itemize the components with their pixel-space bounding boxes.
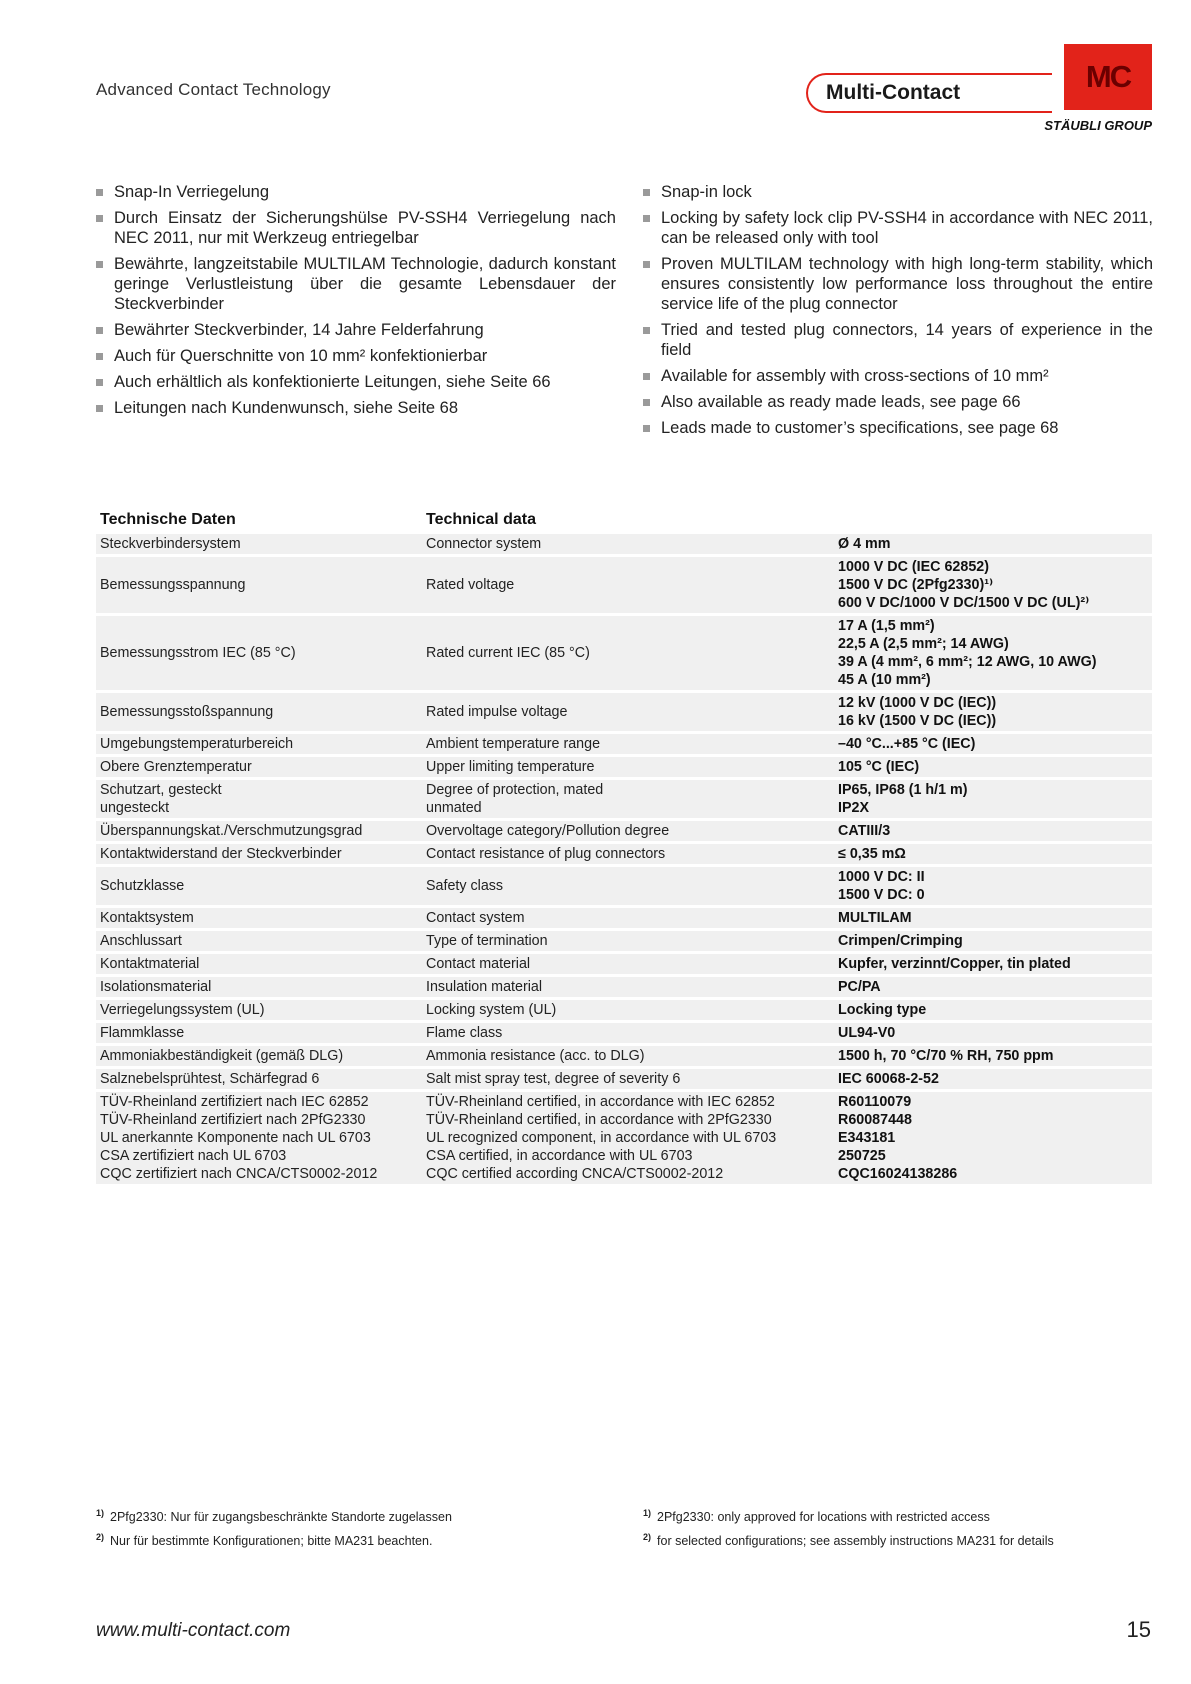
spec-label-en: TÜV-Rheinland certified, in accordance with IEC 62852 TÜV-Rheinland certified, in accordance with 2PfG2330 UL recognized component, in accordance with UL 6703 CSA certified, in accordance with UL 6703 CQC certified according CNCA/CTS0002-2012 bbox=[422, 1092, 834, 1184]
feature-item: Available for assembly with cross-sections of 10 mm² bbox=[643, 366, 1153, 386]
feature-item: Leads made to customer’s specifications, see page 68 bbox=[643, 418, 1153, 438]
table-row bbox=[96, 908, 1152, 928]
spec-label-de: Bemessungsspannung bbox=[96, 557, 422, 613]
spec-label-en: Degree of protection, mated unmated bbox=[422, 780, 834, 818]
feature-item: Tried and tested plug connectors, 14 years of experience in the field bbox=[643, 320, 1153, 360]
spec-label-en: Safety class bbox=[422, 867, 834, 905]
spec-label-de: Kontaktsystem bbox=[96, 908, 422, 928]
page-number: 15 bbox=[1126, 1617, 1151, 1642]
table-row bbox=[96, 1069, 1152, 1089]
spec-value: PC/PA bbox=[834, 977, 1152, 997]
footnote bbox=[643, 1527, 1054, 1551]
footnote bbox=[643, 1503, 1054, 1527]
footnote-text: 2Pfg2330: only approved for locations with restricted access bbox=[657, 1510, 990, 1525]
feature-item: Bewährter Steckverbinder, 14 Jahre Felderfahrung bbox=[96, 320, 616, 340]
table-row bbox=[96, 977, 1152, 997]
logo-wordmark: Multi-Contact bbox=[826, 81, 961, 104]
footnote-text: 2Pfg2330: Nur für zugangsbeschränkte Standorte zugelassen bbox=[110, 1510, 452, 1525]
spec-label-de: Ammoniakbeständigkeit (gemäß DLG) bbox=[96, 1046, 422, 1066]
spec-value: MULTILAM bbox=[834, 908, 1152, 928]
spec-label-en: Contact system bbox=[422, 908, 834, 928]
spec-label-de: TÜV-Rheinland zertifiziert nach IEC 62852 TÜV-Rheinland zertifiziert nach 2PfG2330 UL anerkannte Komponente nach UL 6703 CSA zertifiziert nach UL 6703 CQC zertifiziert nach CNCA/CTS0002-2012 bbox=[96, 1092, 422, 1184]
feature-item: Auch für Querschnitte von 10 mm² konfektionierbar bbox=[96, 346, 616, 366]
spec-value: IEC 60068-2-52 bbox=[834, 1069, 1152, 1089]
spec-value: Crimpen/Crimping bbox=[834, 931, 1152, 951]
header-value bbox=[834, 509, 1152, 531]
website-url: www.multi-contact.com bbox=[96, 1620, 291, 1641]
table-row bbox=[96, 734, 1152, 754]
table-row bbox=[96, 1046, 1152, 1066]
spec-label-de: Bemessungsstrom IEC (85 °C) bbox=[96, 616, 422, 690]
spec-label-de: Bemessungsstoßspannung bbox=[96, 693, 422, 731]
footnote-text: for selected configurations; see assembly instructions MA231 for details bbox=[657, 1534, 1054, 1549]
spec-label-de: Überspannungskat./Verschmutzungsgrad bbox=[96, 821, 422, 841]
technical-data-table bbox=[96, 506, 1152, 1187]
spec-value: 105 °C (IEC) bbox=[834, 757, 1152, 777]
table-row bbox=[96, 757, 1152, 777]
table-row bbox=[96, 867, 1152, 905]
footnote bbox=[96, 1527, 452, 1551]
spec-label-en: Ambient temperature range bbox=[422, 734, 834, 754]
spec-label-de: Verriegelungssystem (UL) bbox=[96, 1000, 422, 1020]
table-row bbox=[96, 931, 1152, 951]
spec-label-de: Obere Grenztemperatur bbox=[96, 757, 422, 777]
spec-label-en: Rated current IEC (85 °C) bbox=[422, 616, 834, 690]
table-row bbox=[96, 1023, 1152, 1043]
multi-contact-logo bbox=[806, 44, 1152, 134]
table-row bbox=[96, 1000, 1152, 1020]
spec-label-de: Schutzklasse bbox=[96, 867, 422, 905]
spec-label-de: Kontaktmaterial bbox=[96, 954, 422, 974]
header-de: Technische Daten bbox=[96, 509, 422, 531]
spec-value: ≤ 0,35 mΩ bbox=[834, 844, 1152, 864]
footnotes-de bbox=[96, 1503, 452, 1551]
spec-label-de: Salznebelsprühtest, Schärfegrad 6 bbox=[96, 1069, 422, 1089]
feature-item: Proven MULTILAM technology with high long-term stability, which ensures consistently low performance loss throughout the entire service life of the plug connector bbox=[643, 254, 1153, 314]
spec-label-en: Upper limiting temperature bbox=[422, 757, 834, 777]
spec-value: Kupfer, verzinnt/Copper, tin plated bbox=[834, 954, 1152, 974]
footnote-mark: 2) bbox=[96, 1532, 105, 1543]
table-row bbox=[96, 693, 1152, 731]
feature-item: Also available as ready made leads, see page 66 bbox=[643, 392, 1153, 412]
feature-item: Auch erhältlich als konfektionierte Leitungen, siehe Seite 66 bbox=[96, 372, 616, 392]
spec-value: R60110079 R60087448 E343181 250725 CQC16024138286 bbox=[834, 1092, 1152, 1184]
spec-label-en: Connector system bbox=[422, 534, 834, 554]
feature-item: Locking by safety lock clip PV-SSH4 in accordance with NEC 2011, can be released only with tool bbox=[643, 208, 1153, 248]
spec-value: 1000 V DC: II 1500 V DC: 0 bbox=[834, 867, 1152, 905]
feature-item: Snap-In Verriegelung bbox=[96, 182, 616, 202]
spec-label-de: Steckverbindersystem bbox=[96, 534, 422, 554]
table-row bbox=[96, 954, 1152, 974]
spec-label-en: Insulation material bbox=[422, 977, 834, 997]
table-header-row bbox=[96, 509, 1152, 531]
footnote-mark: 1) bbox=[96, 1508, 105, 1518]
feature-list-de bbox=[96, 182, 616, 424]
spec-label-en: Salt mist spray test, degree of severity 6 bbox=[422, 1069, 834, 1089]
table-row bbox=[96, 616, 1152, 690]
footnote bbox=[96, 1503, 452, 1527]
feature-list-en bbox=[643, 182, 1153, 444]
footnote-mark: 1) bbox=[643, 1508, 652, 1518]
spec-value: 12 kV (1000 V DC (IEC)) 16 kV (1500 V DC (IEC)) bbox=[834, 693, 1152, 731]
spec-value: –40 °C...+85 °C (IEC) bbox=[834, 734, 1152, 754]
spec-value: IP65, IP68 (1 h/1 m) IP2X bbox=[834, 780, 1152, 818]
spec-label-en: Type of termination bbox=[422, 931, 834, 951]
feature-item: Bewährte, langzeitstabile MULTILAM Technologie, dadurch konstant geringe Verlustleistung über die gesamte Lebensdauer der Steckverbinder bbox=[96, 254, 616, 314]
spec-label-en: Contact material bbox=[422, 954, 834, 974]
spec-label-en: Ammonia resistance (acc. to DLG) bbox=[422, 1046, 834, 1066]
spec-label-en: Locking system (UL) bbox=[422, 1000, 834, 1020]
spec-label-en: Flame class bbox=[422, 1023, 834, 1043]
table-row bbox=[96, 534, 1152, 554]
tagline: Advanced Contact Technology bbox=[96, 80, 331, 99]
spec-label-de: Umgebungstemperaturbereich bbox=[96, 734, 422, 754]
table-row bbox=[96, 844, 1152, 864]
logo-outline bbox=[806, 73, 1052, 113]
spec-value: Ø 4 mm bbox=[834, 534, 1152, 554]
spec-label-de: Isolationsmaterial bbox=[96, 977, 422, 997]
spec-value: Locking type bbox=[834, 1000, 1152, 1020]
spec-label-en: Rated impulse voltage bbox=[422, 693, 834, 731]
spec-label-de: Anschlussart bbox=[96, 931, 422, 951]
spec-value: 1500 h, 70 °C/70 % RH, 750 ppm bbox=[834, 1046, 1152, 1066]
table-row bbox=[96, 557, 1152, 613]
feature-item: Snap-in lock bbox=[643, 182, 1153, 202]
feature-item: Durch Einsatz der Sicherungshülse PV-SSH4 Verriegelung nach NEC 2011, nur mit Werkzeug entriegelbar bbox=[96, 208, 616, 248]
footnote-mark: 2) bbox=[643, 1532, 652, 1543]
feature-item: Leitungen nach Kundenwunsch, siehe Seite 68 bbox=[96, 398, 616, 418]
spec-value: 17 A (1,5 mm²) 22,5 A (2,5 mm²; 14 AWG) 39 A (4 mm², 6 mm²; 12 AWG, 10 AWG) 45 A (10 mm²) bbox=[834, 616, 1152, 690]
footnote-text: Nur für bestimmte Konfigurationen; bitte MA231 beachten. bbox=[110, 1534, 433, 1549]
table-row bbox=[96, 1092, 1152, 1184]
footnotes-en bbox=[643, 1503, 1054, 1551]
spec-value: 1000 V DC (IEC 62852) 1500 V DC (2Pfg2330)¹⁾ 600 V DC/1000 V DC/1500 V DC (UL)²⁾ bbox=[834, 557, 1152, 613]
table-row bbox=[96, 780, 1152, 818]
header-en: Technical data bbox=[422, 509, 834, 531]
spec-label-en: Rated voltage bbox=[422, 557, 834, 613]
table-row bbox=[96, 821, 1152, 841]
spec-label-en: Contact resistance of plug connectors bbox=[422, 844, 834, 864]
spec-label-de: Schutzart, gesteckt ungesteckt bbox=[96, 780, 422, 818]
logo-mc-mark: MC bbox=[1064, 44, 1152, 110]
spec-value: UL94-V0 bbox=[834, 1023, 1152, 1043]
logo-group-name: STÄUBLI GROUP bbox=[1044, 118, 1152, 133]
spec-label-en: Overvoltage category/Pollution degree bbox=[422, 821, 834, 841]
spec-value: CATIII/3 bbox=[834, 821, 1152, 841]
spec-label-de: Flammklasse bbox=[96, 1023, 422, 1043]
spec-label-de: Kontaktwiderstand der Steckverbinder bbox=[96, 844, 422, 864]
